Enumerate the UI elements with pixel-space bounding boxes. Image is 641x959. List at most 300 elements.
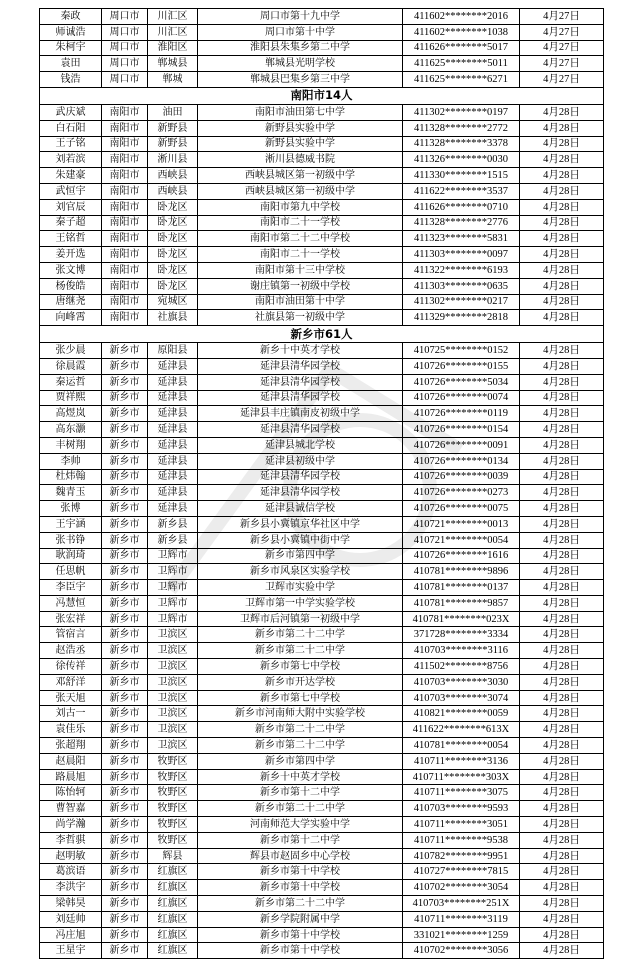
- school-cell: 新乡市第二十二中学: [198, 722, 403, 738]
- id-number-cell: 410711********9538: [403, 832, 520, 848]
- date-cell: 4月28日: [520, 817, 604, 833]
- date-cell: 4月28日: [520, 722, 604, 738]
- table-row: [40, 485, 604, 501]
- city-cell: 新乡市: [102, 817, 148, 833]
- school-cell: 新乡市第二十二中学: [198, 643, 403, 659]
- district-cell: 卧龙区: [148, 278, 198, 294]
- table-row: [40, 168, 604, 184]
- id-number-cell: 410726********0154: [403, 422, 520, 438]
- table-row: [40, 785, 604, 801]
- city-cell: 新乡市: [102, 706, 148, 722]
- date-cell: 4月28日: [520, 358, 604, 374]
- id-number-cell: 411625********6271: [403, 72, 520, 88]
- table-row: [40, 690, 604, 706]
- district-cell: 卫滨区: [148, 627, 198, 643]
- school-cell: 延津县清华园学校: [198, 390, 403, 406]
- date-cell: 4月28日: [520, 501, 604, 517]
- date-cell: 4月28日: [520, 864, 604, 880]
- name-cell: 刘古一: [40, 706, 102, 722]
- school-cell: 新乡县小冀镇京华社区中学: [198, 516, 403, 532]
- id-number-cell: 410703********3116: [403, 643, 520, 659]
- name-cell: 张天旭: [40, 690, 102, 706]
- date-cell: 4月28日: [520, 769, 604, 785]
- table-row: [40, 643, 604, 659]
- date-cell: 4月28日: [520, 406, 604, 422]
- date-cell: 4月28日: [520, 927, 604, 943]
- city-cell: 新乡市: [102, 674, 148, 690]
- id-number-cell: 410703********251X: [403, 896, 520, 912]
- school-cell: 郸城县巴集乡第三中学: [198, 72, 403, 88]
- city-cell: 新乡市: [102, 722, 148, 738]
- date-cell: 4月28日: [520, 262, 604, 278]
- name-cell: 李臣宇: [40, 580, 102, 596]
- date-cell: 4月27日: [520, 56, 604, 72]
- school-cell: 郸城县光明学校: [198, 56, 403, 72]
- id-number-cell: 410781********0054: [403, 738, 520, 754]
- district-cell: 辉县: [148, 848, 198, 864]
- city-cell: 新乡市: [102, 896, 148, 912]
- name-cell: 王宇涵: [40, 516, 102, 532]
- table-row: [40, 753, 604, 769]
- table-row: [40, 72, 604, 88]
- name-cell: 路晨旭: [40, 769, 102, 785]
- table-row: [40, 152, 604, 168]
- name-cell: 朱柯宇: [40, 40, 102, 56]
- city-cell: 新乡市: [102, 659, 148, 675]
- city-cell: 南阳市: [102, 278, 148, 294]
- id-number-cell: 411626********5017: [403, 40, 520, 56]
- table-row: [40, 40, 604, 56]
- school-cell: 河南师范大学实验中学: [198, 817, 403, 833]
- city-cell: 南阳市: [102, 215, 148, 231]
- id-number-cell: 411329********2818: [403, 310, 520, 326]
- district-cell: 红旗区: [148, 880, 198, 896]
- district-cell: 郸城: [148, 72, 198, 88]
- date-cell: 4月28日: [520, 343, 604, 359]
- city-cell: 南阳市: [102, 262, 148, 278]
- name-cell: 张书铮: [40, 532, 102, 548]
- date-cell: 4月28日: [520, 437, 604, 453]
- student-roster-table: [39, 8, 604, 959]
- id-number-cell: 411303********0635: [403, 278, 520, 294]
- school-cell: 卫辉市实验中学: [198, 580, 403, 596]
- city-cell: 南阳市: [102, 136, 148, 152]
- date-cell: 4月28日: [520, 278, 604, 294]
- id-number-cell: 410711********3136: [403, 753, 520, 769]
- table-row: [40, 469, 604, 485]
- district-cell: 卫滨区: [148, 706, 198, 722]
- date-cell: 4月27日: [520, 24, 604, 40]
- date-cell: 4月27日: [520, 40, 604, 56]
- district-cell: 牧野区: [148, 753, 198, 769]
- id-number-cell: 410782********9951: [403, 848, 520, 864]
- name-cell: 耿润琦: [40, 548, 102, 564]
- name-cell: 向峰霄: [40, 310, 102, 326]
- date-cell: 4月27日: [520, 9, 604, 25]
- table-row: [40, 24, 604, 40]
- school-cell: 南阳市第九中学校: [198, 199, 403, 215]
- name-cell: 白石阳: [40, 120, 102, 136]
- date-cell: 4月28日: [520, 532, 604, 548]
- date-cell: 4月28日: [520, 374, 604, 390]
- table-row: [40, 247, 604, 263]
- id-number-cell: 411328********2776: [403, 215, 520, 231]
- table-row: [40, 943, 604, 959]
- id-number-cell: 411625********5011: [403, 56, 520, 72]
- school-cell: 新乡市第七中学校: [198, 690, 403, 706]
- city-cell: 新乡市: [102, 595, 148, 611]
- school-cell: 新乡市第十中学校: [198, 943, 403, 959]
- date-cell: 4月28日: [520, 611, 604, 627]
- table-row: [40, 595, 604, 611]
- date-cell: 4月28日: [520, 231, 604, 247]
- name-cell: 李洪宇: [40, 880, 102, 896]
- date-cell: 4月28日: [520, 595, 604, 611]
- id-number-cell: 371728********3334: [403, 627, 520, 643]
- city-cell: 南阳市: [102, 152, 148, 168]
- table-row: [40, 627, 604, 643]
- district-cell: 宛城区: [148, 294, 198, 310]
- school-cell: 新乡十中英才学校: [198, 769, 403, 785]
- date-cell: 4月28日: [520, 215, 604, 231]
- id-number-cell: 410711********303X: [403, 769, 520, 785]
- date-cell: 4月28日: [520, 485, 604, 501]
- date-cell: 4月28日: [520, 738, 604, 754]
- city-cell: 新乡市: [102, 422, 148, 438]
- name-cell: 任思帆: [40, 564, 102, 580]
- date-cell: 4月28日: [520, 247, 604, 263]
- district-cell: 卧龙区: [148, 231, 198, 247]
- table-row: [40, 278, 604, 294]
- school-cell: 南阳市油田第七中学: [198, 104, 403, 120]
- school-cell: 新乡市第十中学校: [198, 864, 403, 880]
- section-header-row: [40, 87, 604, 104]
- city-cell: 周口市: [102, 9, 148, 25]
- city-cell: 南阳市: [102, 294, 148, 310]
- city-cell: 新乡市: [102, 753, 148, 769]
- school-cell: 新乡市第七中学校: [198, 659, 403, 675]
- school-cell: 延津县清华园学校: [198, 422, 403, 438]
- district-cell: 延津县: [148, 501, 198, 517]
- date-cell: 4月28日: [520, 516, 604, 532]
- district-cell: 卫滨区: [148, 738, 198, 754]
- district-cell: 新乡县: [148, 532, 198, 548]
- district-cell: 牧野区: [148, 769, 198, 785]
- table-row: [40, 880, 604, 896]
- city-cell: 新乡市: [102, 469, 148, 485]
- date-cell: 4月28日: [520, 832, 604, 848]
- date-cell: 4月28日: [520, 120, 604, 136]
- table-row: [40, 183, 604, 199]
- id-number-cell: 411622********3537: [403, 183, 520, 199]
- school-cell: 新乡市第二十二中学: [198, 801, 403, 817]
- date-cell: 4月28日: [520, 911, 604, 927]
- table-row: [40, 9, 604, 25]
- school-cell: 南阳市油田第十中学: [198, 294, 403, 310]
- district-cell: 延津县: [148, 469, 198, 485]
- date-cell: 4月28日: [520, 659, 604, 675]
- id-number-cell: 411326********0030: [403, 152, 520, 168]
- table-row: [40, 896, 604, 912]
- city-cell: 新乡市: [102, 643, 148, 659]
- id-number-cell: 411622********613X: [403, 722, 520, 738]
- roster-body: [40, 9, 604, 959]
- table-row: [40, 738, 604, 754]
- name-cell: 邓舒洋: [40, 674, 102, 690]
- city-cell: 南阳市: [102, 168, 148, 184]
- date-cell: 4月28日: [520, 690, 604, 706]
- id-number-cell: 411602********1038: [403, 24, 520, 40]
- date-cell: 4月28日: [520, 390, 604, 406]
- school-cell: 新乡十中英才学校: [198, 343, 403, 359]
- school-cell: 周口市第十九中学: [198, 9, 403, 25]
- table-row: [40, 215, 604, 231]
- city-cell: 新乡市: [102, 801, 148, 817]
- table-row: [40, 390, 604, 406]
- district-cell: 延津县: [148, 437, 198, 453]
- table-row: [40, 374, 604, 390]
- school-cell: 周口市第十中学: [198, 24, 403, 40]
- district-cell: 卫辉市: [148, 611, 198, 627]
- name-cell: 冯慧恒: [40, 595, 102, 611]
- name-cell: 李哲骐: [40, 832, 102, 848]
- name-cell: 刘官辰: [40, 199, 102, 215]
- city-cell: 新乡市: [102, 358, 148, 374]
- date-cell: 4月28日: [520, 168, 604, 184]
- id-number-cell: 410703********3030: [403, 674, 520, 690]
- district-cell: 延津县: [148, 485, 198, 501]
- name-cell: 赵晨阳: [40, 753, 102, 769]
- name-cell: 杨俊皓: [40, 278, 102, 294]
- district-cell: 卫辉市: [148, 580, 198, 596]
- city-cell: 新乡市: [102, 406, 148, 422]
- id-number-cell: 411502********8756: [403, 659, 520, 675]
- city-cell: 新乡市: [102, 532, 148, 548]
- name-cell: 刘廷帅: [40, 911, 102, 927]
- school-cell: 新乡学院附属中学: [198, 911, 403, 927]
- table-row: [40, 231, 604, 247]
- city-cell: 周口市: [102, 24, 148, 40]
- school-cell: 延津县清华园学校: [198, 358, 403, 374]
- school-cell: 谢庄镇第一初级中学校: [198, 278, 403, 294]
- date-cell: 4月28日: [520, 310, 604, 326]
- section-header-row: [40, 326, 604, 343]
- city-cell: 南阳市: [102, 183, 148, 199]
- school-cell: 西峡县城区第一初级中学: [198, 183, 403, 199]
- name-cell: 张少晨: [40, 343, 102, 359]
- date-cell: 4月28日: [520, 627, 604, 643]
- id-number-cell: 410726********5034: [403, 374, 520, 390]
- id-number-cell: 410821********0059: [403, 706, 520, 722]
- school-cell: 延津县诚信学校: [198, 501, 403, 517]
- table-row: [40, 422, 604, 438]
- id-number-cell: 411602********2016: [403, 9, 520, 25]
- school-cell: 新乡市开达学校: [198, 674, 403, 690]
- id-number-cell: 411328********3378: [403, 136, 520, 152]
- district-cell: 牧野区: [148, 832, 198, 848]
- id-number-cell: 411330********1515: [403, 168, 520, 184]
- district-cell: 原阳县: [148, 343, 198, 359]
- city-cell: 新乡市: [102, 627, 148, 643]
- school-cell: 新野县实验中学: [198, 120, 403, 136]
- district-cell: 川汇区: [148, 9, 198, 25]
- id-number-cell: 410781********9857: [403, 595, 520, 611]
- table-row: [40, 437, 604, 453]
- section-title: 新乡市61人: [40, 326, 604, 343]
- name-cell: 唐继尧: [40, 294, 102, 310]
- name-cell: 姜开选: [40, 247, 102, 263]
- name-cell: 魏青玉: [40, 485, 102, 501]
- table-row: [40, 674, 604, 690]
- school-cell: 新乡市第二十二中学: [198, 738, 403, 754]
- city-cell: 新乡市: [102, 769, 148, 785]
- table-row: [40, 199, 604, 215]
- city-cell: 南阳市: [102, 104, 148, 120]
- city-cell: 南阳市: [102, 231, 148, 247]
- school-cell: 南阳市二十一学校: [198, 247, 403, 263]
- district-cell: 延津县: [148, 453, 198, 469]
- date-cell: 4月28日: [520, 643, 604, 659]
- date-cell: 4月28日: [520, 294, 604, 310]
- table-row: [40, 343, 604, 359]
- school-cell: 新乡市河南师大附中实验学校: [198, 706, 403, 722]
- table-row: [40, 453, 604, 469]
- district-cell: 卧龙区: [148, 247, 198, 263]
- id-number-cell: 411302********0197: [403, 104, 520, 120]
- id-number-cell: 331021********1259: [403, 927, 520, 943]
- id-number-cell: 410703********3074: [403, 690, 520, 706]
- table-row: [40, 516, 604, 532]
- city-cell: 南阳市: [102, 120, 148, 136]
- school-cell: 延津县丰庄镇南皮初级中学: [198, 406, 403, 422]
- school-cell: 淅川县德威书院: [198, 152, 403, 168]
- city-cell: 新乡市: [102, 611, 148, 627]
- table-row: [40, 120, 604, 136]
- city-cell: 新乡市: [102, 911, 148, 927]
- city-cell: 周口市: [102, 72, 148, 88]
- table-row: [40, 294, 604, 310]
- name-cell: 秦运哲: [40, 374, 102, 390]
- district-cell: 卧龙区: [148, 262, 198, 278]
- district-cell: 油田: [148, 104, 198, 120]
- date-cell: 4月28日: [520, 469, 604, 485]
- table-row: [40, 580, 604, 596]
- district-cell: 新野县: [148, 120, 198, 136]
- date-cell: 4月28日: [520, 136, 604, 152]
- district-cell: 卫辉市: [148, 548, 198, 564]
- table-row: [40, 769, 604, 785]
- city-cell: 新乡市: [102, 738, 148, 754]
- school-cell: 新野县实验中学: [198, 136, 403, 152]
- id-number-cell: 410726********1616: [403, 548, 520, 564]
- name-cell: 高煜岚: [40, 406, 102, 422]
- date-cell: 4月28日: [520, 580, 604, 596]
- district-cell: 卫滨区: [148, 690, 198, 706]
- id-number-cell: 410725********0152: [403, 343, 520, 359]
- name-cell: 王星宇: [40, 943, 102, 959]
- id-number-cell: 411303********0097: [403, 247, 520, 263]
- table-row: [40, 501, 604, 517]
- id-number-cell: 410726********0039: [403, 469, 520, 485]
- table-row: [40, 104, 604, 120]
- name-cell: 曹智嘉: [40, 801, 102, 817]
- school-cell: 辉县市赵固乡中心学校: [198, 848, 403, 864]
- id-number-cell: 410726********0134: [403, 453, 520, 469]
- city-cell: 新乡市: [102, 501, 148, 517]
- roster-sheet: [39, 8, 603, 959]
- table-row: [40, 706, 604, 722]
- district-cell: 延津县: [148, 374, 198, 390]
- date-cell: 4月28日: [520, 152, 604, 168]
- district-cell: 郸城县: [148, 56, 198, 72]
- table-row: [40, 548, 604, 564]
- school-cell: 西峡县城区第一初级中学: [198, 168, 403, 184]
- id-number-cell: 410702********3056: [403, 943, 520, 959]
- table-row: [40, 310, 604, 326]
- table-row: [40, 406, 604, 422]
- school-cell: 新乡市第十中学校: [198, 880, 403, 896]
- name-cell: 张文博: [40, 262, 102, 278]
- table-row: [40, 801, 604, 817]
- city-cell: 新乡市: [102, 943, 148, 959]
- id-number-cell: 410711********3119: [403, 911, 520, 927]
- district-cell: 卫滨区: [148, 722, 198, 738]
- date-cell: 4月28日: [520, 183, 604, 199]
- table-row: [40, 848, 604, 864]
- id-number-cell: 411626********0710: [403, 199, 520, 215]
- name-cell: 梁韩昊: [40, 896, 102, 912]
- school-cell: 新乡市风泉区实验学校: [198, 564, 403, 580]
- table-row: [40, 722, 604, 738]
- district-cell: 红旗区: [148, 896, 198, 912]
- name-cell: 李帅: [40, 453, 102, 469]
- city-cell: 新乡市: [102, 516, 148, 532]
- school-cell: 新乡县小冀镇中街中学: [198, 532, 403, 548]
- city-cell: 新乡市: [102, 564, 148, 580]
- name-cell: 张宏祥: [40, 611, 102, 627]
- name-cell: 王铭哲: [40, 231, 102, 247]
- date-cell: 4月28日: [520, 453, 604, 469]
- district-cell: 川汇区: [148, 24, 198, 40]
- school-cell: 新乡市第二十二中学: [198, 896, 403, 912]
- district-cell: 牧野区: [148, 817, 198, 833]
- city-cell: 新乡市: [102, 880, 148, 896]
- school-cell: 延津县清华园学校: [198, 374, 403, 390]
- city-cell: 新乡市: [102, 864, 148, 880]
- district-cell: 卧龙区: [148, 215, 198, 231]
- city-cell: 新乡市: [102, 927, 148, 943]
- district-cell: 红旗区: [148, 864, 198, 880]
- school-cell: 延津县城北学校: [198, 437, 403, 453]
- date-cell: 4月28日: [520, 785, 604, 801]
- district-cell: 淅川县: [148, 152, 198, 168]
- name-cell: 袁佳乐: [40, 722, 102, 738]
- id-number-cell: 410781********023X: [403, 611, 520, 627]
- city-cell: 新乡市: [102, 690, 148, 706]
- name-cell: 武庆斌: [40, 104, 102, 120]
- id-number-cell: 410726********0075: [403, 501, 520, 517]
- id-number-cell: 411322********6193: [403, 262, 520, 278]
- district-cell: 社旗县: [148, 310, 198, 326]
- name-cell: 赵明敏: [40, 848, 102, 864]
- id-number-cell: 410726********0074: [403, 390, 520, 406]
- district-cell: 牧野区: [148, 801, 198, 817]
- school-cell: 延津县清华园学校: [198, 485, 403, 501]
- school-cell: 新乡市第二十二中学: [198, 627, 403, 643]
- district-cell: 卫滨区: [148, 674, 198, 690]
- name-cell: 贾祥熙: [40, 390, 102, 406]
- city-cell: 周口市: [102, 56, 148, 72]
